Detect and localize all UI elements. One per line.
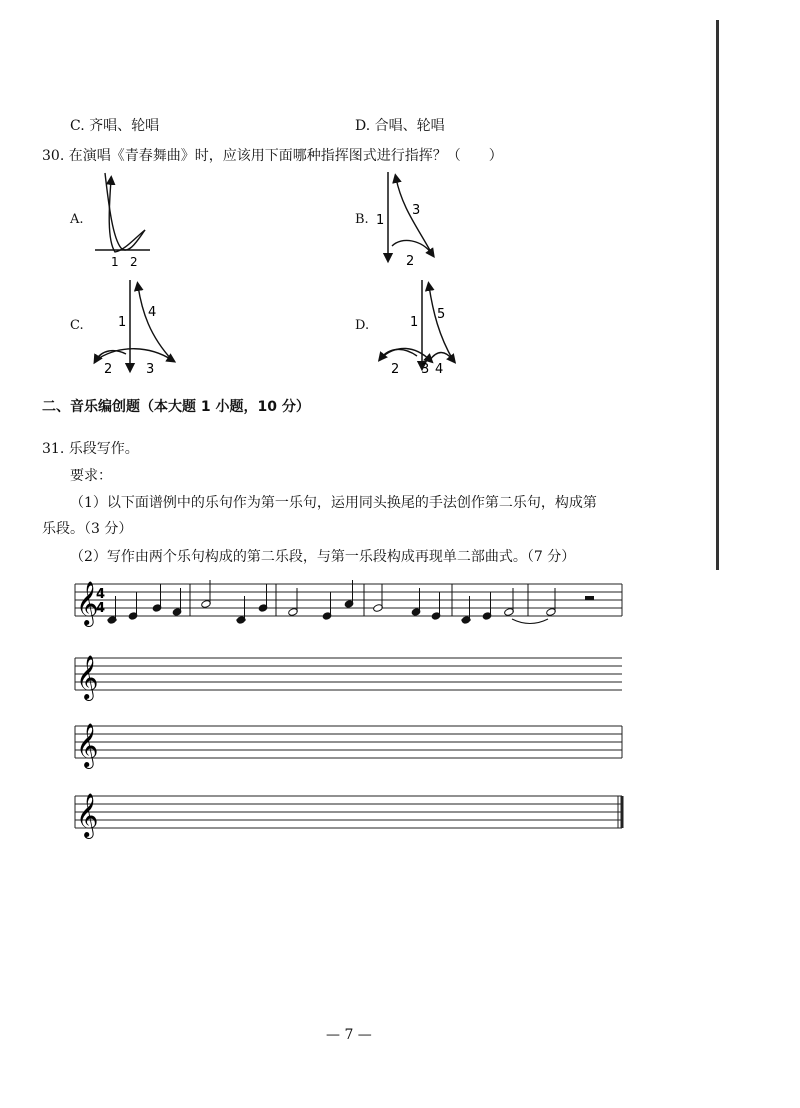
time-signature-bottom: 4: [96, 601, 106, 616]
requirement-1-cont: 乐段。（3 分）: [42, 521, 133, 537]
beat-label: 3: [421, 362, 430, 377]
beat-label: 3: [146, 362, 155, 377]
option-a-label: A.: [70, 212, 84, 227]
question-31-title: 31. 乐段写作。: [42, 441, 139, 457]
option-d-prev: D. 合唱、轮唱: [355, 118, 445, 134]
staff-3: [75, 723, 622, 769]
music-score: [0, 570, 720, 840]
beat-label: 2: [391, 362, 400, 377]
page-number: — 7 —: [326, 1027, 372, 1043]
beat-label: 2: [406, 254, 415, 269]
option-d-label: D.: [355, 318, 370, 333]
beat-label: 1: [376, 213, 385, 228]
beat-label: 1: [410, 315, 419, 330]
section-2-heading: 二、音乐编创题（本大题 1 小题，10 分）: [42, 399, 310, 415]
staff-4: [75, 793, 622, 839]
conducting-pattern-3-beat: [372, 168, 452, 270]
beat-label: 1: [111, 255, 119, 269]
requirements-label: 要求：: [70, 468, 112, 484]
conducting-pattern-4-beat: [90, 276, 190, 378]
conducting-pattern-5-beat: [375, 276, 470, 378]
beat-label: 4: [148, 305, 157, 320]
option-b-label: B.: [355, 212, 369, 227]
requirement-2: （2）写作由两个乐句构成的第二乐段，与第一乐段构成再现单二部曲式。（7 分）: [70, 549, 576, 565]
conducting-pattern-2-beat: [95, 168, 165, 270]
beat-label: 3: [412, 203, 421, 218]
requirement-1: （1）以下面谱例中的乐句作为第一乐句，运用同头换尾的手法创作第二乐句，构成第: [70, 495, 597, 511]
time-signature-top: 4: [96, 587, 106, 602]
beat-label: 4: [435, 362, 444, 377]
melody-notes: [107, 580, 594, 624]
option-c-label: C.: [70, 318, 84, 333]
beat-label: 2: [130, 255, 138, 269]
option-c-prev: C. 齐唱、轮唱: [70, 118, 160, 134]
beat-label: 1: [118, 315, 127, 330]
staff-2: [75, 655, 622, 701]
beat-label: 5: [437, 307, 446, 322]
staff-1: [75, 580, 622, 627]
question-30-prompt: 30. 在演唱《青春舞曲》时，应该用下面哪种指挥图式进行指挥？（ ）: [42, 148, 503, 164]
beat-label: 2: [104, 362, 113, 377]
binding-edge: [716, 20, 719, 570]
